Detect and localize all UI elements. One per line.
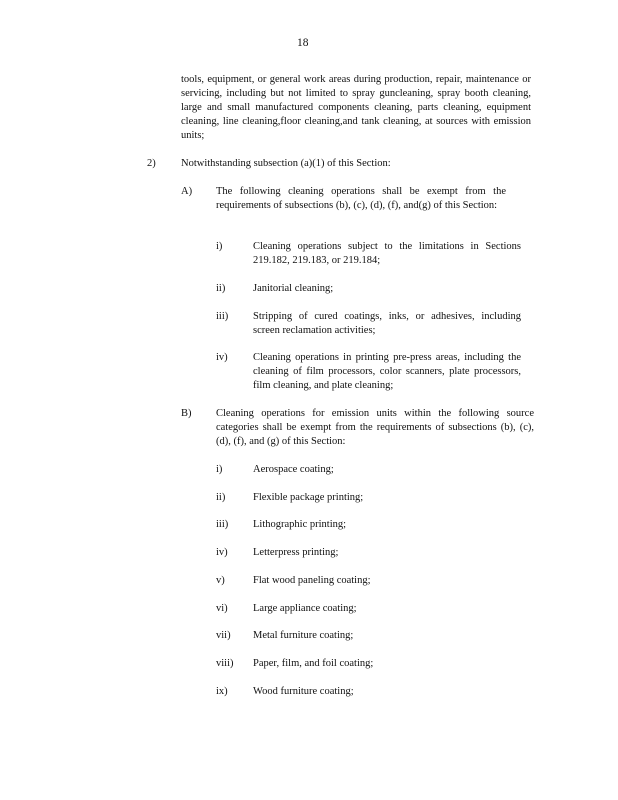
item-label: i): [216, 241, 223, 252]
subsection-a-item: [216, 351, 526, 393]
item-label: iv): [216, 547, 228, 558]
subsection-b-item: [216, 602, 526, 616]
subsection-b: [181, 407, 536, 449]
item-text: Wood furniture coating;: [253, 686, 354, 697]
subsection-b-item: [216, 518, 526, 532]
subsection-a-item: [216, 282, 526, 296]
subsection-b-item: [216, 629, 526, 643]
subsection-b-item: [216, 574, 526, 588]
item-label: iii): [216, 519, 229, 530]
item-label: ii): [216, 492, 226, 503]
subsection-b-text: Cleaning operations for emission units within the following source categories shall be exempt from the requirements of subsections (b), (c), (d), (f), and (g) of this Section:: [216, 408, 534, 447]
item-text: Cleaning operations in printing pre-press areas, including the cleaning of film processors, color scanners, plate processors, film cleaning, and plate cleaning;: [253, 352, 521, 391]
subsection-b-item: [216, 546, 526, 560]
item-text: Flat wood paneling coating;: [253, 575, 371, 586]
subsection-b-item: [216, 491, 526, 505]
item-label: iv): [216, 352, 228, 363]
subsection-a-item: [216, 240, 526, 268]
item-label: vi): [216, 603, 228, 614]
subsection-a-item: [216, 310, 526, 338]
item-text: Cleaning operations subject to the limitations in Sections 219.182, 219.183, or 219.184;: [253, 241, 521, 266]
item-label: ii): [216, 283, 226, 294]
subsection-a-label: A): [181, 186, 193, 197]
subsection-b-item: [216, 657, 526, 671]
paragraph-2-label: 2): [147, 158, 156, 169]
item-text: Janitorial cleaning;: [253, 283, 334, 294]
item-text: Large appliance coating;: [253, 603, 357, 614]
continuation-paragraph: tools, equipment, or general work areas during production, repair, maintenance or servicing, including but not limited to spray guncleaning, spray booth cleaning, large and small manufactured components cleaning, parts cleaning, equipment cleaning, line cleaning,floor cleaning,and tank cleaning, at sources with emission units;: [181, 74, 531, 141]
paragraph-2-text: Notwithstanding subsection (a)(1) of this Section:: [181, 158, 391, 169]
item-label: i): [216, 464, 223, 475]
item-text: Metal furniture coating;: [253, 630, 354, 641]
item-text: Aerospace coating;: [253, 464, 334, 475]
item-text: Flexible package printing;: [253, 492, 364, 503]
subsection-b-item: [216, 463, 526, 477]
item-label: ix): [216, 686, 228, 697]
item-text: Stripping of cured coatings, inks, or adhesives, including screen reclamation activities;: [253, 311, 521, 336]
subsection-b-label: B): [181, 408, 192, 419]
item-label: iii): [216, 311, 229, 322]
item-text: Paper, film, and foil coating;: [253, 658, 374, 669]
subsection-b-item: [216, 685, 526, 699]
item-label: viii): [216, 658, 234, 669]
item-label: v): [216, 575, 225, 586]
subsection-a: [181, 185, 511, 227]
item-label: vii): [216, 630, 231, 641]
page-number: 18: [297, 37, 309, 49]
item-text: Lithographic printing;: [253, 519, 347, 530]
subsection-a-text: The following cleaning operations shall be exempt from the requirements of subsections (b), (c), (d), (f), and(g) of this Section:: [216, 186, 506, 211]
item-text: Letterpress printing;: [253, 547, 339, 558]
paragraph-2: [147, 157, 547, 171]
